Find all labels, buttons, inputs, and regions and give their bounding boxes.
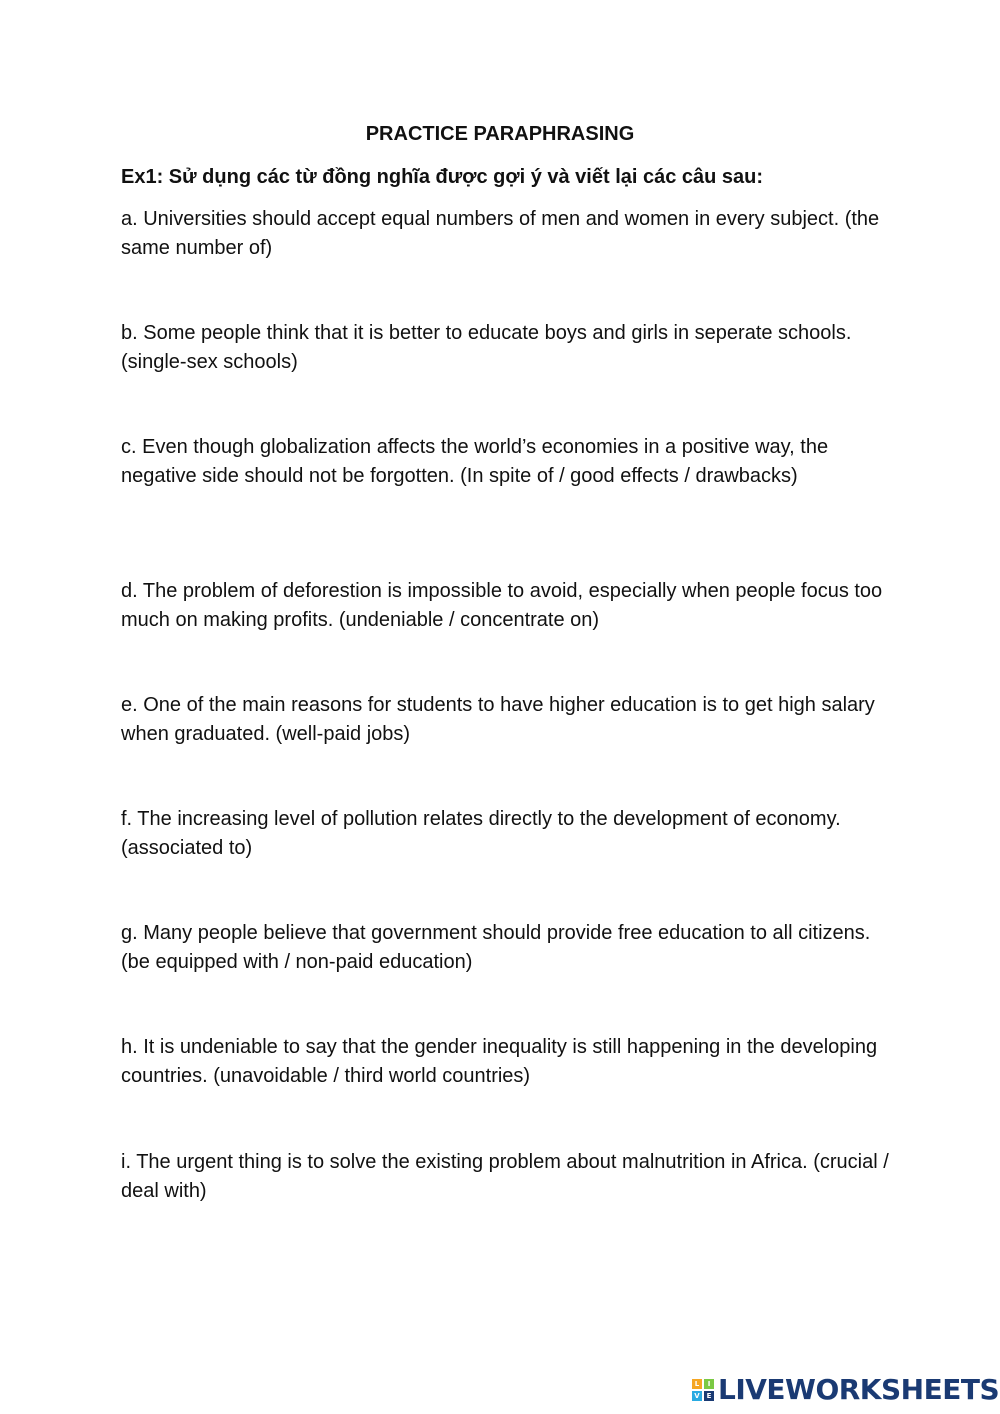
page-title: PRACTICE PARAPHRASING — [365, 123, 635, 145]
question-item-c — [121, 433, 891, 491]
question-item-e — [121, 691, 891, 749]
question-text: d. The problem of deforestion is impossible to avoid, especially when people focus too much on making profits. (undeniable / concentrate on) — [121, 580, 883, 631]
liveworksheets-logo — [692, 1373, 999, 1407]
logo-letter-l: L — [692, 1379, 702, 1389]
question-item-g — [121, 919, 891, 977]
question-item-h — [121, 1033, 891, 1091]
question-text: c. Even though globalization affects the world’s economies in a positive way, the negative side should not be forgotten. (In spite of / good effects / drawbacks) — [121, 436, 829, 487]
question-text: b. Some people think that it is better to educate boys and girls in seperate schools. (single-sex schools) — [121, 322, 852, 373]
question-item-a — [121, 205, 891, 263]
question-text: h. It is undeniable to say that the gender inequality is still happening in the developing countries. (unavoidable / third world countries) — [121, 1036, 878, 1087]
logo-mark-icon — [692, 1379, 714, 1401]
question-item-d — [121, 577, 891, 635]
question-text: i. The urgent thing is to solve the existing problem about malnutrition in Africa. (crucial / deal with) — [121, 1151, 889, 1202]
question-text: f. The increasing level of pollution relates directly to the development of economy. (associated to) — [121, 808, 841, 859]
question-text: a. Universities should accept equal numbers of men and women in every subject. (the same number of) — [121, 208, 880, 259]
logo-letter-i: I — [704, 1379, 714, 1389]
question-text: e. One of the main reasons for students to have higher education is to get high salary when graduated. (well-paid jobs) — [121, 694, 875, 745]
logo-letter-v: V — [692, 1391, 702, 1401]
exercise-heading: Ex1: Sử dụng các từ đồng nghĩa được gợi ý và viết lại các câu sau: — [121, 166, 764, 188]
question-item-i — [121, 1148, 891, 1206]
question-item-f — [121, 805, 891, 863]
logo-text: LIVEWORKSHEETS — [718, 1373, 1000, 1406]
question-item-b — [121, 319, 891, 377]
logo-letter-e: E — [704, 1391, 714, 1401]
question-text: g. Many people believe that government should provide free education to all citizens. (be equipped with / non-paid education) — [121, 922, 871, 973]
